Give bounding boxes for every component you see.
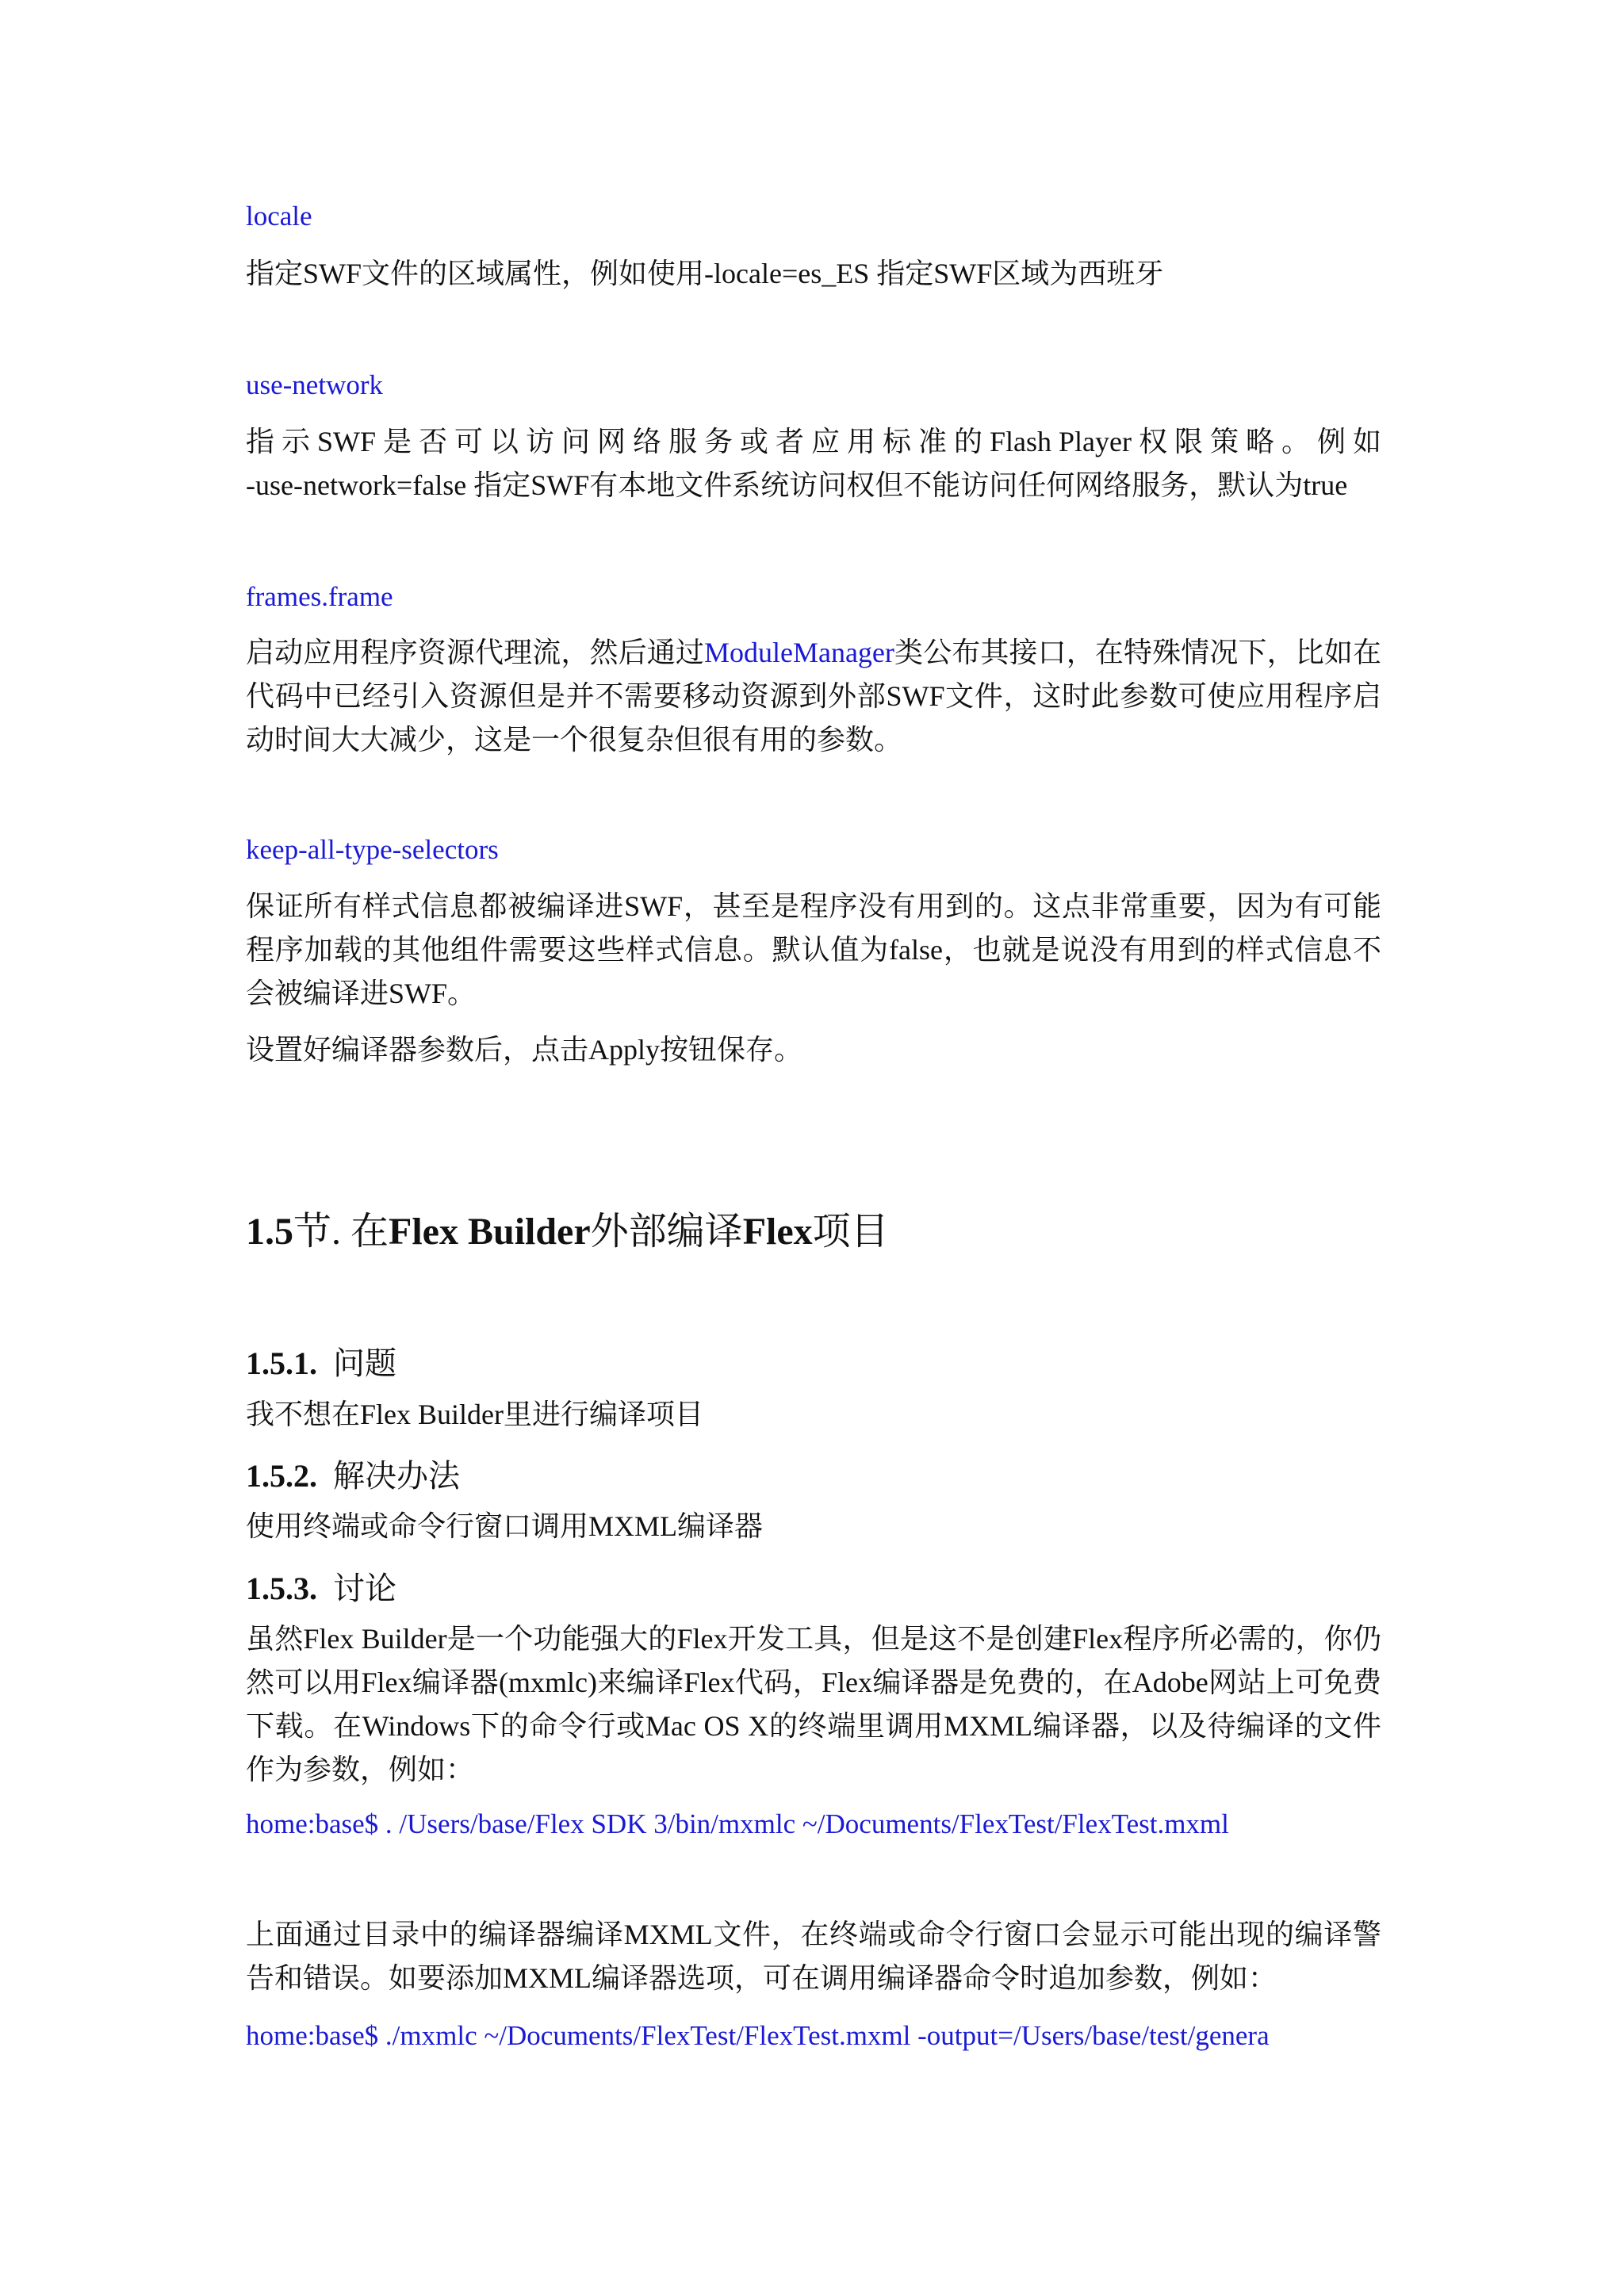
subsection-heading-discussion: 1.5.3. 讨论: [246, 1571, 396, 1606]
apply-note: 设置好编译器参数后，点击Apply按钮保存。: [246, 1034, 803, 1066]
subsection-heading-solution: 1.5.2. 解决办法: [246, 1458, 460, 1494]
modulemanager-link[interactable]: ModuleManager: [703, 637, 894, 668]
subsection-body-problem: 我不想在Flex Builder里进行编译项目: [246, 1399, 703, 1430]
option-desc-use-network: 指 示 SWF 是 否 可 以 访 问 网 络 服 务 或 者 应 用 标 准 的 Flash Player 权 限 策 略 。 例 如 -use-network=false 指定SWF有本地文件系统访问权但不能访问任何网络服务，默认为true: [246, 426, 1382, 501]
code-example-2: home:base$ ./mxmlc ~/Documents/FlexTest/FlexTest.mxml -output=/Users/base/test/genera: [246, 2020, 1270, 2051]
code-example-1: home:base$ . /Users/base/Flex SDK 3/bin/mxmlc ~/Documents/FlexTest/FlexTest.mxml: [246, 1808, 1229, 1839]
option-desc-frames-frame: 启动应用程序资源代理流，然后通过ModuleManager类公布其接口，在特殊情况下，比如在代码中已经引入资源但是并不需要移动资源到外部SWF文件，这时此参数可使应用程序启动时间大大减少，这是一个很复杂但很有用的参数。: [246, 637, 1381, 756]
subsection-heading-problem: 1.5.1. 问题: [246, 1345, 396, 1381]
subsection-body-discussion: 虽然Flex Builder是一个功能强大的Flex开发工具，但是这不是创建Flex程序所必需的，你仍然可以用Flex编译器(mxmlc)来编译Flex代码，Flex编译器是免费的，在Adobe网站上可免费下载。在Windows下的命令行或Mac OS X的终端里调用MXML编译器，以及待编译的文件作为参数，例如：: [246, 1623, 1381, 1785]
section-heading: 1.5节. 在Flex Builder外部编译Flex项目: [246, 1211, 889, 1253]
option-desc-keep-all-type-selectors: 保证所有样式信息都被编译进SWF，甚至是程序没有用到的。这点非常重要，因为有可能程序加载的其他组件需要这些样式信息。默认值为false，也就是说没有用到的样式信息不会被编译进SWF。: [246, 890, 1381, 1009]
paragraph-after-code: 上面通过目录中的编译器编译MXML文件，在终端或命令行窗口会显示可能出现的编译警告和错误。如要添加MXML编译器选项，可在调用编译器命令时追加参数，例如：: [246, 1919, 1381, 1994]
subsection-body-solution: 使用终端或命令行窗口调用MXML编译器: [246, 1510, 764, 1542]
option-term-keep-all-type-selectors: keep-all-type-selectors: [246, 834, 499, 865]
option-desc-locale: 指定SWF文件的区域属性，例如使用-locale=es_ES 指定SWF区域为西班牙: [246, 258, 1164, 289]
option-term-frames-frame: frames.frame: [246, 581, 393, 612]
option-term-use-network: use-network: [246, 369, 384, 400]
option-term-locale: locale: [246, 201, 312, 232]
